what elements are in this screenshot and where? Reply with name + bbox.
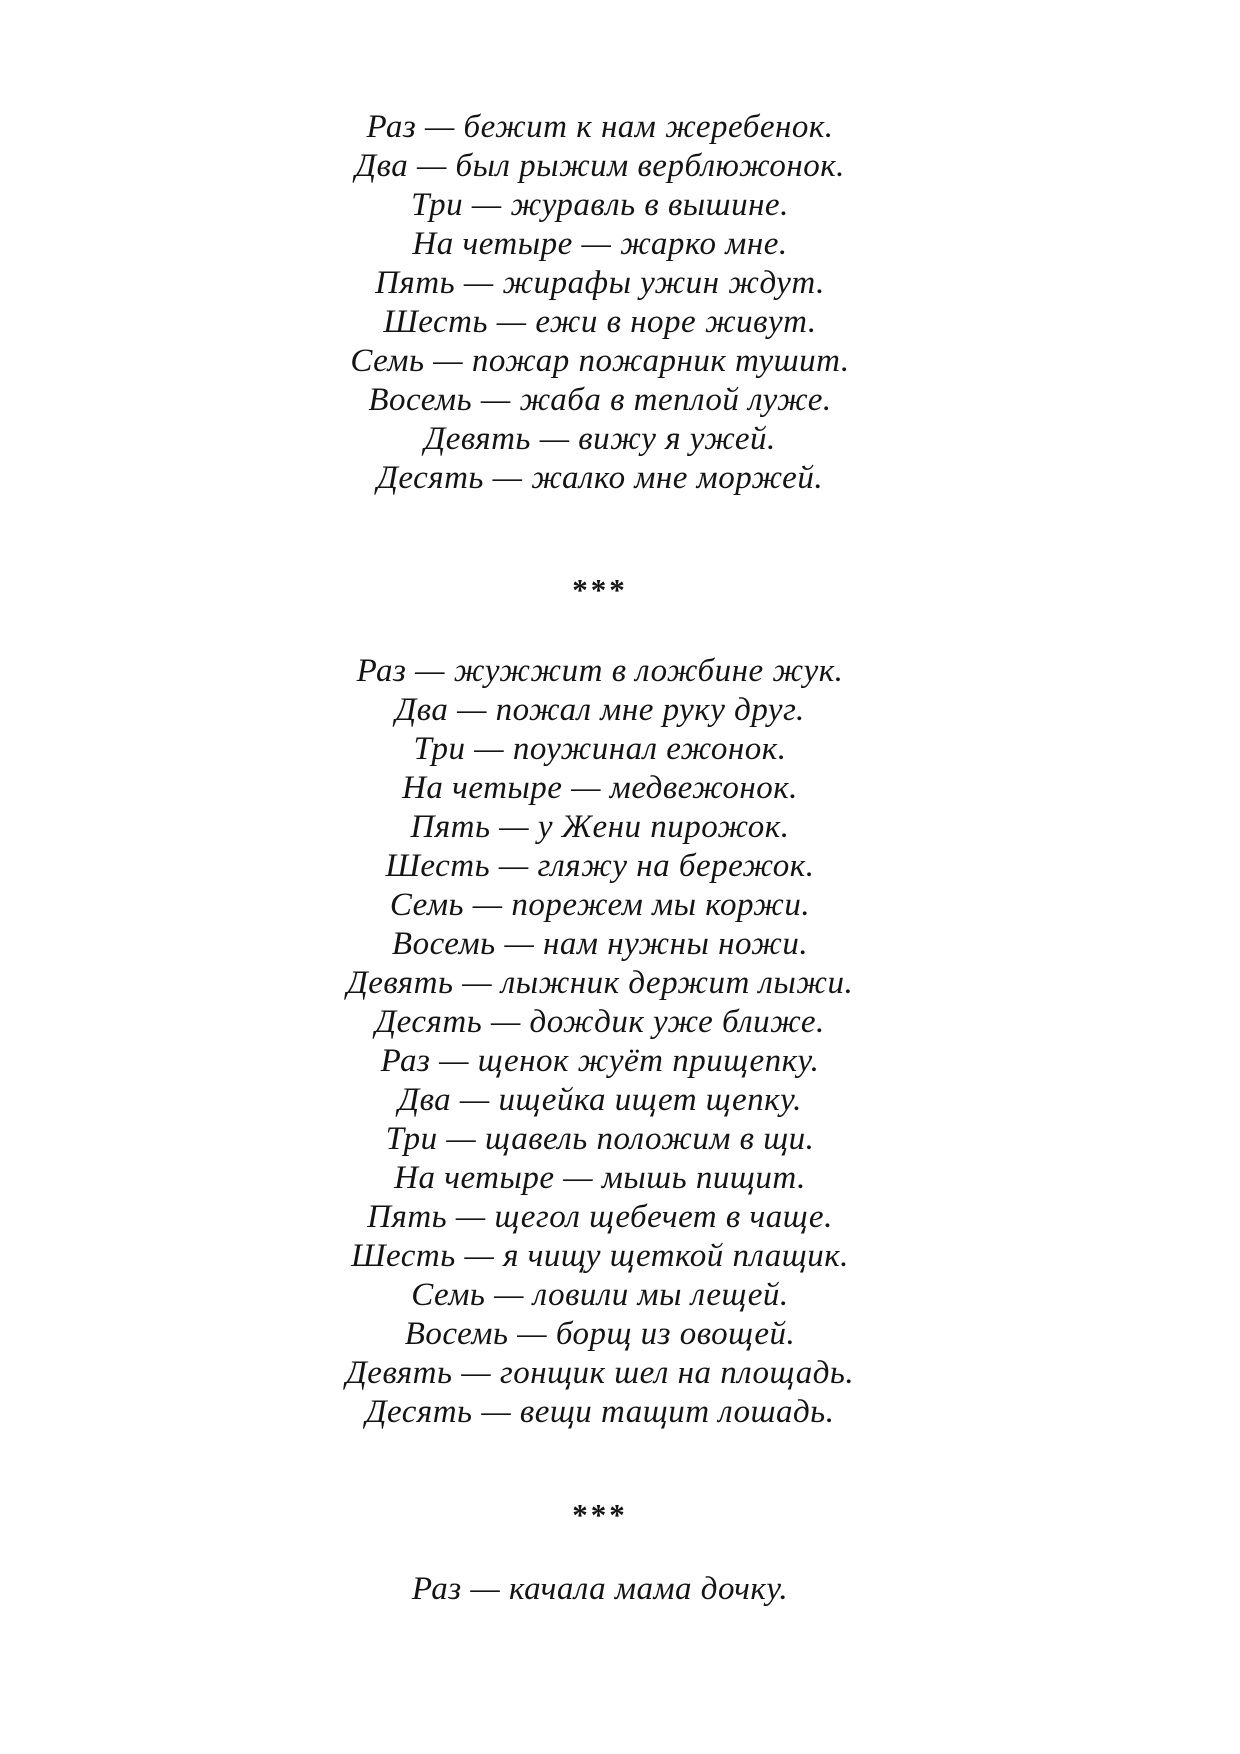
- poem-line: Десять — жалко мне моржей.: [376, 460, 824, 496]
- poem-line: Раз — жужжит в ложбине жук.: [356, 653, 844, 689]
- poem-line: Десять — дождик уже ближе.: [375, 1004, 825, 1040]
- poem-line: Семь — порежем мы коржи.: [389, 887, 811, 923]
- section-separator: ***: [572, 1497, 628, 1532]
- poem-stanza-1: [0, 108, 1200, 498]
- poem-line: На четыре — жарко мне.: [412, 226, 788, 262]
- poem-line: Три — журавль в вышине.: [411, 187, 789, 223]
- poem-line: Восемь — борщ из овощей.: [404, 1316, 796, 1352]
- poem-line: Два — пожал мне руку друг.: [395, 692, 805, 728]
- poem-line: Три — щавель положим в щи.: [385, 1121, 815, 1157]
- poem-line: Девять — вижу я ужей.: [424, 421, 776, 457]
- poem-line: Раз — бежит к нам жеребенок.: [366, 109, 834, 145]
- poem-line: Пять — жирафы ужин ждут.: [375, 265, 825, 301]
- poem-line: Три — поужинал ежонок.: [413, 731, 787, 767]
- poem-line: Девять — гонщик шел на площадь.: [345, 1355, 855, 1391]
- poem-line: Семь — пожар пожарник тушит.: [350, 343, 850, 379]
- poem-line: Раз — качала мама дочку.: [411, 1571, 789, 1607]
- poem-line: Десять — вещи тащит лошадь.: [365, 1394, 835, 1430]
- poem-line: Шесть — я чищу щеткой плащик.: [351, 1238, 849, 1274]
- poem-line: Девять — лыжник держит лыжи.: [346, 965, 854, 1001]
- poem-line: На четыре — медвежонок.: [402, 770, 798, 806]
- poem-line: Раз — щенок жуёт прищепку.: [380, 1043, 820, 1079]
- section-separator: ***: [572, 572, 628, 607]
- poem-line: Семь — ловили мы лещей.: [411, 1277, 789, 1313]
- poem-line: Шесть — ежи в норе живут.: [383, 304, 817, 340]
- poem-line: Шесть — гляжу на бережок.: [385, 848, 815, 884]
- poem-line: Пять — щегол щебечет в чаще.: [367, 1199, 833, 1235]
- poem-line: На четыре — мышь пищит.: [394, 1160, 806, 1196]
- poem-line: Восемь — жаба в теплой луже.: [368, 382, 832, 418]
- poem-line: Пять — у Жени пирожок.: [410, 809, 790, 845]
- poem-line: Два — ищейка ищет щепку.: [398, 1082, 802, 1118]
- poem-stanza-3: [0, 1570, 1200, 1609]
- poem-line: Два — был рыжим верблюжонок.: [355, 148, 845, 184]
- poem-stanza-2: [0, 652, 1200, 1432]
- poem-line: Восемь — нам нужны ножи.: [391, 926, 809, 962]
